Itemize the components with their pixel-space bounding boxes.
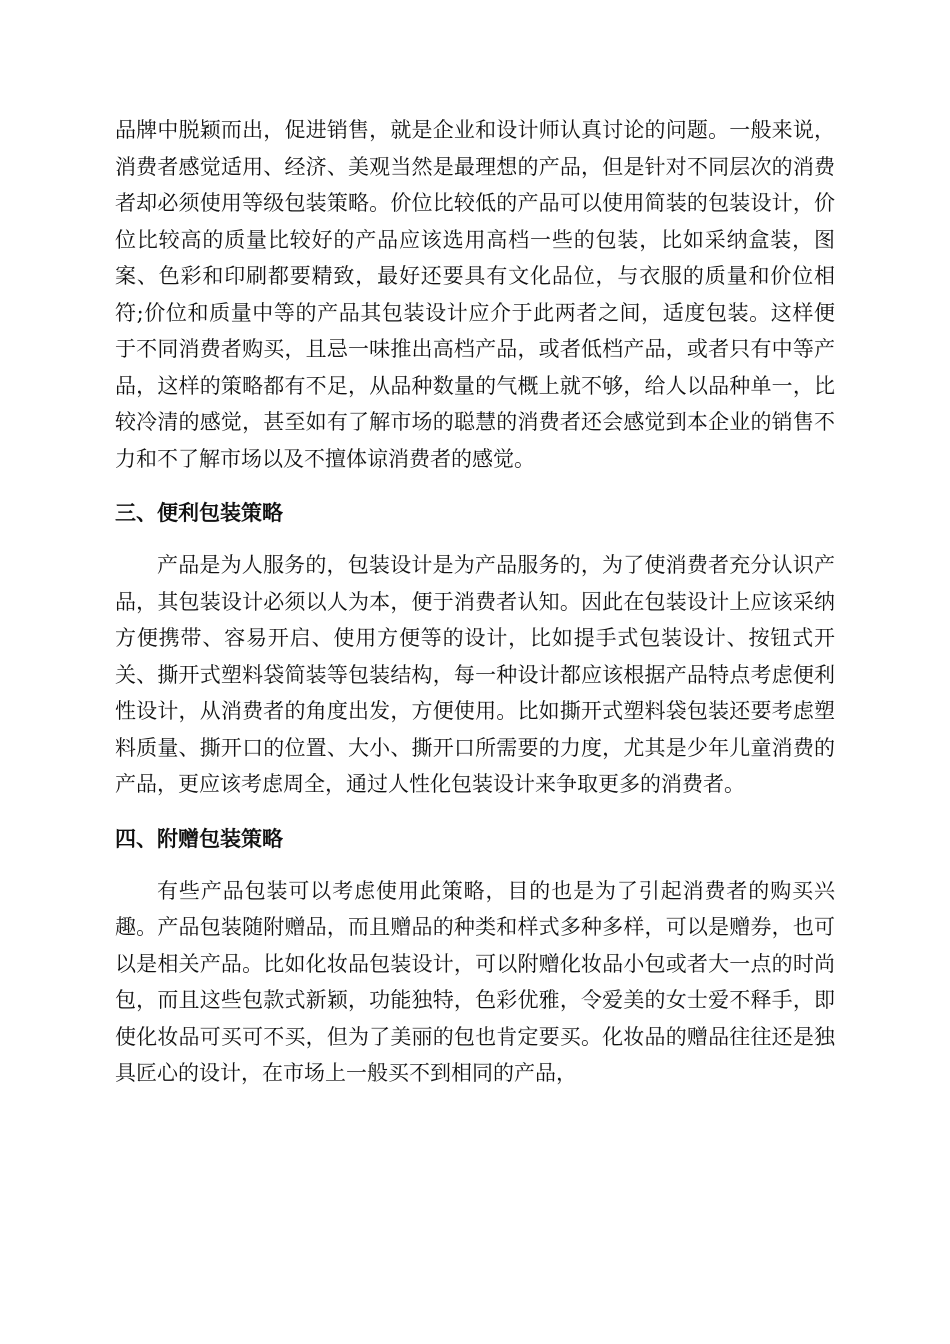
section-heading-convenience: 三、便利包装策略 xyxy=(115,501,283,525)
section-paragraph-gift: 有些产品包装可以考虑使用此策略，目的也是为了引起消费者的购买兴趣。产品包装随附赠品，而且赠品的种类和样式多种多样，可以是赠券，也可以是相关产品。比如化妆品包装设计，可以附赠化妆品小包或者大一点的时尚包，而且这些包款式新颖，功能独特，色彩优雅，令爱美的女士爱不释手，即使化妆品可买可不买，但为了美丽的包也肯定要买。化妆品的赠品往往还是独具匠心的设计，在市场上一般买不到相同的产品， xyxy=(115,878,835,1085)
section-paragraph-convenience: 产品是为人服务的，包装设计是为产品服务的，为了使消费者充分认识产品，其包装设计必须以人为本，便于消费者认知。因此在包装设计上应该采纳方便携带、容易开启、使用方便等的设计，比如提手式包装设计、按钮式开关、撕开式塑料袋简装等包装结构，每一种设计都应该根据产品特点考虑便利性设计，从消费者的角度出发，方便使用。比如撕开式塑料袋包装还要考虑塑料质量、撕开口的位置、大小、撕开口所需要的力度，尤其是少年儿童消费的产品，更应该考虑周全，通过人性化包装设计来争取更多的消费者。 xyxy=(115,553,835,796)
continued-paragraph: 品牌中脱颖而出，促进销售，就是企业和设计师认真讨论的问题。一般来说，消费者感觉适用、经济、美观当然是最理想的产品，但是针对不同层次的消费者却必须使用等级包装策略。价位比较低的产品可以使用简装的包装设计，价位比较高的质量比较好的产品应该选用高档一些的包装，比如采纳盒装，图案、色彩和印刷都要精致，最好还要具有文化品位，与衣服的质量和价位相符;价位和质量中等的产品其包装设计应介于此两者之间，适度包装。这样便于不同消费者购买，且忌一味推出高档产品，或者低档产品，或者只有中等产品，这样的策略都有不足，从品种数量的气概上就不够，给人以品种单一，比较冷清的感觉，甚至如有了解市场的聪慧的消费者还会感觉到本企业的销售不力和不了解市场以及不擅体谅消费者的感觉。 xyxy=(115,118,835,471)
section-heading-gift: 四、附赠包装策略 xyxy=(115,826,283,851)
document-page xyxy=(115,112,835,1092)
